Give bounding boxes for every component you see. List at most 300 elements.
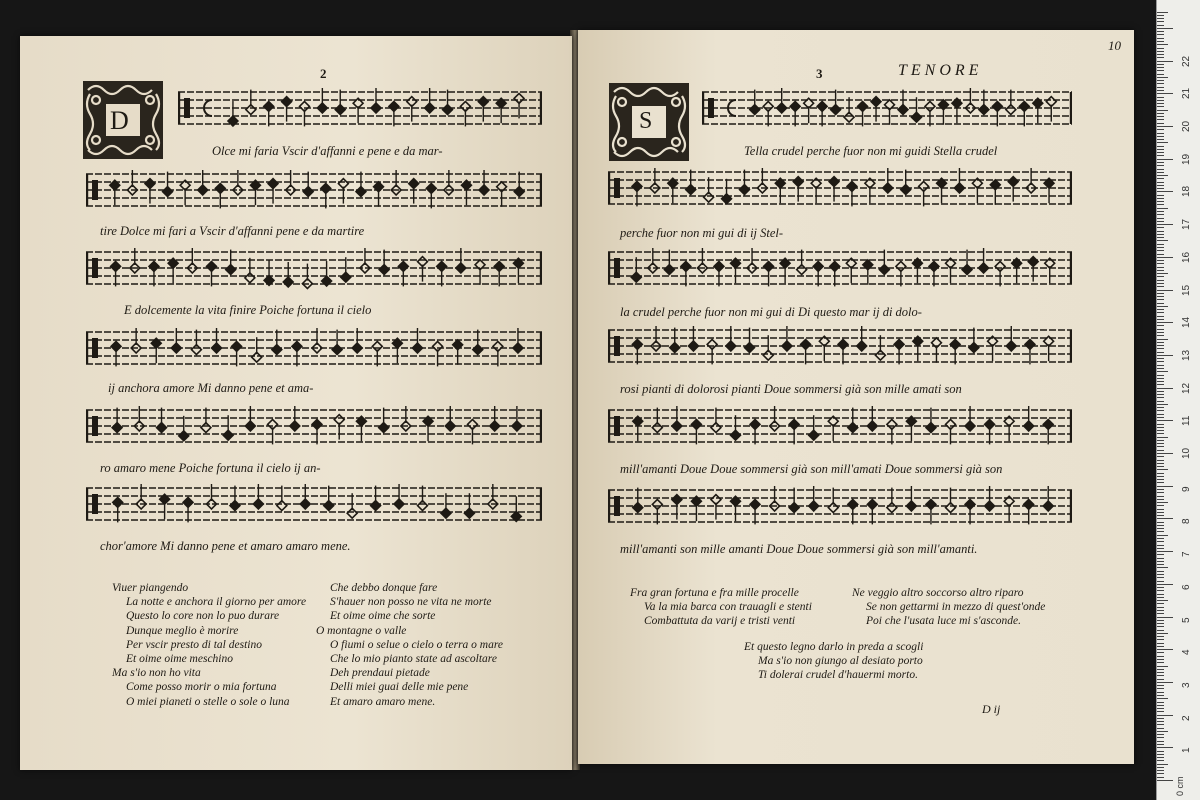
ruler-tick	[1157, 74, 1164, 75]
verse-line: Deh prendaui pietade	[330, 667, 430, 680]
ruler-number: 13	[1181, 349, 1192, 361]
ruler-tick	[1157, 139, 1164, 140]
ruler-tick	[1157, 227, 1164, 228]
ruler-tick	[1157, 754, 1164, 755]
ruler-tick	[1157, 410, 1164, 411]
note	[226, 250, 236, 275]
clef-mark	[92, 180, 98, 200]
note	[809, 415, 819, 440]
ruler-tick	[1157, 479, 1164, 480]
note	[801, 339, 811, 364]
ruler-tick	[1157, 770, 1164, 771]
note	[353, 98, 363, 123]
ruler-number: 19	[1181, 153, 1192, 165]
music-staff	[608, 482, 1072, 538]
ruler-tick	[1157, 603, 1164, 604]
clef-mark	[614, 258, 620, 278]
note	[207, 261, 217, 286]
lyric-line: Olce mi faria Vscir d'affanni e pene e da mar-	[212, 144, 443, 158]
ruler-tick	[1157, 388, 1173, 389]
verse-line: Et oime oime che sorte	[330, 610, 436, 623]
ruler-tick	[1157, 159, 1173, 160]
note	[409, 179, 419, 204]
note	[830, 261, 840, 286]
ruler-tick	[1157, 708, 1164, 709]
ruler-tick	[1157, 688, 1164, 689]
note	[268, 179, 278, 204]
verse-line: Ti dolerai crudel d'hauermi morto.	[758, 669, 918, 682]
note	[962, 250, 972, 275]
verse-line: La notte e anchora il giorno per amore	[126, 596, 307, 609]
ruler-tick	[1157, 731, 1168, 732]
verse-column-1	[112, 581, 306, 709]
ruler-tick	[1157, 218, 1164, 219]
note	[389, 101, 399, 126]
ruler-tick	[1157, 18, 1164, 19]
note	[664, 250, 674, 275]
ruler-number: 5	[1181, 616, 1192, 623]
verse-line: Et amaro amaro mene.	[330, 695, 436, 708]
ruler-tick	[1157, 518, 1173, 519]
note	[1045, 258, 1055, 283]
ruler-tick	[1157, 155, 1164, 156]
ruler-tick	[1157, 90, 1164, 91]
ruler-tick	[1157, 528, 1164, 529]
ruler-tick	[1157, 443, 1164, 444]
clef-mark	[614, 336, 620, 356]
ruler-tick	[1157, 610, 1164, 611]
note	[633, 488, 643, 513]
note	[335, 90, 345, 115]
note	[1006, 90, 1016, 115]
ruler-number: 10	[1181, 447, 1192, 459]
ruler-number: 18	[1181, 186, 1192, 198]
ruler-tick	[1157, 21, 1164, 22]
note	[750, 90, 760, 115]
ruler-tick	[1157, 34, 1164, 35]
verse-line: Questo lo core non lo puo durare	[126, 610, 280, 623]
ruler-tick	[1157, 669, 1164, 670]
ruler-tick	[1157, 505, 1164, 506]
ruler-tick	[1157, 198, 1164, 199]
music-staff	[608, 402, 1072, 458]
verse-column-2	[852, 586, 1045, 629]
note	[283, 262, 293, 287]
ruler-tick	[1157, 270, 1164, 271]
note	[371, 486, 381, 511]
ruler-number: 16	[1181, 251, 1192, 263]
note	[246, 90, 256, 115]
note	[1028, 257, 1038, 282]
note	[879, 250, 889, 275]
ruler-tick	[1157, 666, 1168, 667]
note	[398, 261, 408, 286]
note	[322, 261, 332, 286]
note	[838, 339, 848, 364]
ruler-tick	[1157, 214, 1164, 215]
ruler-tick	[1157, 662, 1164, 663]
verse-line: Ma s'io non ho vita	[112, 667, 201, 680]
note	[731, 496, 741, 521]
ruler-tick	[1157, 329, 1164, 330]
ruler-tick	[1157, 384, 1164, 385]
note	[453, 340, 463, 365]
ruler-tick	[1157, 737, 1164, 738]
note	[790, 101, 800, 126]
note	[332, 330, 342, 355]
ruler-tick	[1157, 649, 1173, 650]
ruler-number: 3	[1181, 682, 1192, 688]
note	[511, 496, 521, 521]
note	[745, 328, 755, 353]
note	[789, 488, 799, 513]
note	[793, 177, 803, 202]
ruler-tick	[1157, 316, 1164, 317]
verse-line: O montagne o valle	[316, 624, 407, 637]
ruler-tick	[1157, 724, 1164, 725]
note	[894, 339, 904, 364]
ruler-tick	[1157, 378, 1164, 379]
ruler-tick	[1157, 734, 1164, 735]
ruler-tick	[1157, 460, 1164, 461]
ruler-tick	[1157, 414, 1164, 415]
ruler-tick	[1157, 633, 1168, 634]
corner-folio: 10	[1108, 38, 1121, 53]
note	[341, 257, 351, 282]
ruler-number: 8	[1181, 518, 1192, 525]
ruler-tick	[1157, 133, 1164, 134]
ruler-tick	[1157, 656, 1164, 657]
ruler-tick	[1157, 571, 1164, 572]
ruler-tick	[1157, 515, 1164, 516]
ruler-number: 6	[1181, 584, 1192, 590]
ruler-tick	[1157, 757, 1164, 758]
ruler-tick	[1157, 12, 1168, 13]
note	[112, 408, 122, 433]
ruler-tick	[1157, 352, 1164, 353]
note	[113, 497, 123, 522]
note	[513, 258, 523, 283]
ruler-tick	[1157, 558, 1164, 559]
ruler-tick	[1157, 169, 1164, 170]
ruler-tick	[1157, 106, 1164, 107]
lyric-line: perche fuor non mi gui di ij Stel-	[620, 226, 784, 240]
ruler-tick	[1157, 715, 1173, 716]
music-staff	[702, 84, 1072, 140]
ruler-tick	[1157, 77, 1168, 78]
ruler-tick	[1157, 116, 1164, 117]
ruler-tick	[1157, 312, 1164, 313]
ruler-tick	[1157, 342, 1164, 343]
ruler-tick	[1157, 525, 1164, 526]
ruler-number: 12	[1181, 382, 1192, 394]
ruler-tick	[1157, 306, 1168, 307]
verse-line: Delli miei guai delle mie pene	[330, 681, 469, 694]
ruler-tick	[1157, 623, 1164, 624]
note	[1044, 336, 1054, 361]
ruler-tick	[1157, 97, 1164, 98]
note	[763, 335, 773, 360]
ruler-tick	[1157, 473, 1164, 474]
ruler-tick	[1157, 747, 1173, 748]
note	[714, 261, 724, 286]
note	[464, 493, 474, 518]
note	[292, 341, 302, 366]
ruler-tick	[1157, 54, 1164, 55]
verse-line: O miei pianeti o stelle o sole o luna	[126, 695, 290, 708]
note	[865, 178, 875, 203]
ruler-tick	[1157, 394, 1164, 395]
note	[979, 90, 989, 115]
ruler-tick	[1157, 482, 1164, 483]
ruler-tick	[1157, 303, 1164, 304]
verse-line: Ne veggio altro soccorso altro riparo	[852, 587, 1024, 599]
note	[149, 261, 159, 286]
note	[804, 98, 814, 123]
ruler-tick	[1157, 466, 1164, 467]
ruler-tick	[1157, 345, 1164, 346]
note	[913, 336, 923, 361]
ruler-tick	[1157, 67, 1164, 68]
note	[887, 488, 897, 513]
ruler-tick	[1157, 659, 1164, 660]
note	[988, 336, 998, 361]
note	[268, 419, 278, 444]
ruler-tick	[1157, 453, 1173, 454]
ruler-tick	[1157, 499, 1164, 500]
ruler-tick	[1157, 332, 1164, 333]
verse-line: Che lo mio pianto state ad ascoltare	[330, 652, 497, 665]
note	[1004, 416, 1014, 441]
ruler-tick	[1157, 224, 1173, 225]
note	[995, 261, 1005, 286]
ruler-tick	[1157, 476, 1164, 477]
ruler-tick	[1157, 512, 1164, 513]
note	[632, 339, 642, 364]
ruler-tick	[1157, 420, 1173, 421]
ruler-tick	[1157, 244, 1164, 245]
note	[750, 499, 760, 524]
note	[1012, 258, 1022, 283]
note	[670, 328, 680, 353]
ruler-number: 11	[1181, 415, 1192, 427]
verse-line: Et questo legno darlo in preda a scogli	[744, 641, 924, 653]
note	[811, 178, 821, 203]
left-page	[20, 36, 572, 770]
note	[1024, 499, 1034, 524]
verse-column-2	[316, 581, 503, 709]
ruler-tick	[1157, 652, 1164, 653]
ruler-tick	[1157, 600, 1168, 601]
note	[379, 408, 389, 433]
ruler-tick	[1157, 165, 1164, 166]
ruler-tick	[1157, 502, 1168, 503]
ruler-tick	[1157, 545, 1164, 546]
note	[441, 493, 451, 518]
note	[763, 101, 773, 126]
note	[1008, 177, 1018, 202]
ruler-tick	[1157, 64, 1164, 65]
note	[848, 499, 858, 524]
ruler-tick	[1157, 234, 1164, 235]
ruler-number: 1	[1181, 747, 1192, 754]
note	[946, 419, 956, 444]
ruler-tick	[1157, 594, 1164, 595]
note	[898, 90, 908, 115]
ruler-tick	[1157, 38, 1164, 39]
ruler-tick	[1157, 764, 1168, 765]
note	[407, 97, 417, 122]
note	[111, 261, 121, 286]
note	[632, 181, 642, 206]
note	[711, 408, 721, 433]
ruler-number: 15	[1181, 284, 1192, 296]
ruler-tick	[1157, 263, 1164, 264]
ruler-number: 20	[1181, 120, 1192, 132]
ruler-tick	[1157, 538, 1164, 539]
note	[245, 258, 255, 283]
ruler-tick	[1157, 433, 1164, 434]
ruler-tick	[1157, 113, 1164, 114]
part-name-heading: TENORE	[898, 62, 983, 79]
note	[324, 486, 334, 511]
ruler-tick	[1157, 355, 1173, 356]
ruler-tick	[1157, 146, 1164, 147]
note	[829, 177, 839, 202]
note	[475, 260, 485, 285]
lyric-line: tire Dolce mi fari a Vscir d'affanni pene e da martire	[100, 224, 365, 238]
note	[828, 488, 838, 513]
ruler-tick	[1157, 110, 1168, 111]
note	[711, 495, 721, 520]
ruler-tick	[1157, 773, 1164, 774]
note	[992, 101, 1002, 126]
clef-mark	[614, 496, 620, 516]
note	[468, 419, 478, 444]
ruler-tick	[1157, 381, 1164, 382]
ruler-tick	[1157, 437, 1168, 438]
ruler-tick	[1157, 25, 1164, 26]
note	[817, 101, 827, 126]
ruler-tick	[1157, 280, 1164, 281]
lyric-line: ro amaro mene Poiche fortuna il cielo ij an-	[100, 461, 321, 475]
ruler-unit-label: 0 cm	[1175, 776, 1185, 796]
note	[201, 408, 211, 433]
verse-line: S'hauer non posso ne vita ne morte	[330, 596, 492, 609]
ruler-tick	[1157, 492, 1164, 493]
note	[110, 180, 120, 205]
ruler-tick	[1157, 260, 1164, 261]
ruler-tick	[1157, 554, 1164, 555]
ruler-tick	[1157, 211, 1164, 212]
note	[775, 178, 785, 203]
note	[925, 101, 935, 126]
ruler-tick	[1157, 371, 1168, 372]
ruler-tick	[1157, 339, 1168, 340]
note	[691, 496, 701, 521]
note	[151, 338, 161, 363]
verse-line: Et oime oime meschino	[126, 652, 233, 665]
ruler-tick	[1157, 613, 1164, 614]
note	[223, 415, 233, 440]
note	[282, 97, 292, 122]
ruler-number: 17	[1181, 218, 1192, 231]
note	[789, 419, 799, 444]
ruler-number: 14	[1181, 317, 1192, 329]
note	[372, 341, 382, 366]
ruler-tick	[1157, 597, 1164, 598]
ruler-tick	[1157, 276, 1164, 277]
clef-mark	[184, 98, 190, 118]
note	[264, 260, 274, 285]
note	[965, 499, 975, 524]
note	[887, 419, 897, 444]
lyric-line: la crudel perche fuor non mi gui di Di questo mar ij di dolo-	[620, 305, 922, 319]
note	[1033, 98, 1043, 123]
ruler-tick	[1157, 247, 1164, 248]
verse-line: Viuer piangendo	[112, 582, 189, 594]
music-staff	[86, 244, 542, 300]
measurement-ruler	[1156, 0, 1200, 800]
note	[157, 408, 167, 433]
ruler-tick	[1157, 679, 1164, 680]
verse-line: Ma s'io non giungo al desiato porto	[758, 655, 923, 668]
ruler-tick	[1157, 48, 1164, 49]
clef-mark	[614, 416, 620, 436]
note	[228, 101, 238, 126]
ruler-tick	[1157, 397, 1164, 398]
ruler-tick	[1157, 698, 1168, 699]
ruler-tick	[1157, 267, 1164, 268]
note	[160, 494, 170, 519]
note	[251, 180, 261, 205]
ruler-tick	[1157, 721, 1164, 722]
ruler-tick	[1157, 182, 1164, 183]
note	[867, 499, 877, 524]
ruler-number: 2	[1181, 715, 1192, 721]
music-staff	[178, 84, 542, 140]
ruler-tick	[1157, 325, 1164, 326]
ruler-tick	[1157, 348, 1164, 349]
music-staff	[608, 244, 1072, 300]
note	[277, 486, 287, 511]
ruler-tick	[1157, 584, 1173, 585]
ruler-tick	[1157, 581, 1164, 582]
clef-mark	[92, 416, 98, 436]
note	[828, 416, 838, 441]
lyric-line: rosi pianti di dolorosi pianti Doue sommersi già son mille amati son	[620, 382, 962, 396]
ruler-tick	[1157, 28, 1173, 29]
note	[347, 493, 357, 518]
ruler-tick	[1157, 286, 1164, 287]
ruler-tick	[1157, 142, 1168, 143]
ruler-tick	[1157, 440, 1164, 441]
note	[191, 330, 201, 355]
note	[764, 261, 774, 286]
clef-mark	[708, 98, 714, 118]
note	[885, 100, 895, 125]
ruler-tick	[1157, 293, 1164, 294]
right-page	[578, 30, 1134, 764]
note	[426, 183, 436, 208]
ruler-tick	[1157, 185, 1164, 186]
ruler-tick	[1157, 123, 1164, 124]
note	[926, 408, 936, 433]
note	[813, 261, 823, 286]
ruler-tick	[1157, 718, 1164, 719]
ruler-tick	[1157, 561, 1164, 562]
ruler-tick	[1157, 417, 1164, 418]
